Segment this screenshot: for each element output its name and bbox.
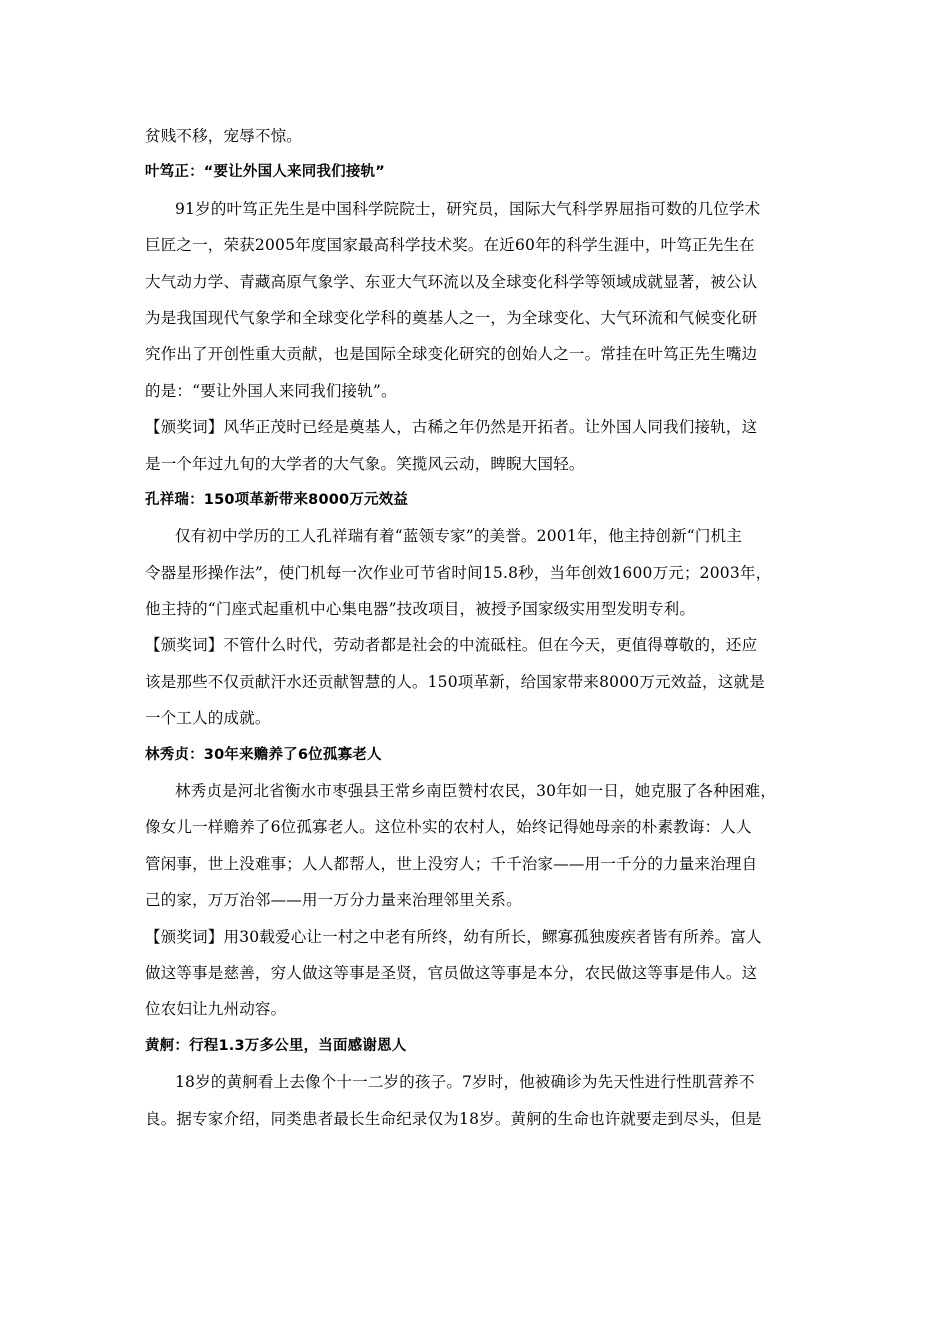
body-line: 己的家，万万治邻——用一万分力量来治理邻里关系。 [145,891,522,910]
body-line: 大气动力学、青藏高原气象学、东亚大气环流以及全球变化科学等领域成就显著，被公认 [145,272,758,291]
body-line: 仅有初中学历的工人孔祥瑞有着“蓝领专家”的美誉。2001年，他主持创新“门机主 [175,527,743,546]
body-line: 管闲事，世上没难事；人人都帮人，世上没穷人；千千治家——用一千分的力量来治理自 [145,854,758,873]
award-line: 【颁奖词】不管什么时代，劳动者都是社会的中流砥柱。但在今天，更值得尊敬的，还应 [145,636,758,655]
body-line: 林秀贞是河北省衡水市枣强县王常乡南臣赞村农民，30年如一日，她克服了各种困难， [175,782,777,801]
document-page [145,118,810,1137]
award-line: 该是那些不仅贡献汗水还贡献智慧的人。150项革新，给国家带来8000万元效益，这就是 [145,672,765,691]
body-line: 18岁的黄舸看上去像个十一二岁的孩子。7岁时，他被确诊为先天性进行性肌营养不 [175,1073,755,1092]
opening-line: 贫贱不移，宠辱不惊。 [145,127,303,145]
award-line: 位农妇让九州动容。 [145,1000,287,1019]
body-line: 令器星形操作法”，使门机每一次作业可节省时间15.8秒，当年创效1600万元；2003年， [145,563,772,582]
section-heading: 叶笃正：“要让外国人来同我们接轨” [145,164,385,181]
body-line: 为是我国现代气象学和全球变化学科的奠基人之一，为全球变化、大气环流和气候变化研 [145,308,758,327]
award-line: 【颁奖词】用30载爱心让一村之中老有所终，幼有所长，鳏寡孤独废疾者皆有所养。富人 [145,927,762,946]
award-line: 做这等事是慈善，穷人做这等事是圣贤，官员做这等事是本分，农民做这等事是伟人。这 [145,963,758,982]
body-line: 像女儿一样赡养了6位孤寡老人。这位朴实的农村人，始终记得她母亲的朴素教诲：人人 [145,818,752,837]
section-heading: 林秀贞：30年来赡养了6位孤寡老人 [145,746,382,763]
body-line: 91岁的叶笃正先生是中国科学院院士，研究员，国际大气科学界屈指可数的几位学术 [175,199,761,218]
award-line: 【颁奖词】风华正茂时已经是奠基人，古稀之年仍然是开拓者。让外国人同我们接轨，这 [145,418,758,437]
section-heading: 孔祥瑞：150项革新带来8000万元效益 [145,491,409,508]
body-line: 良。据专家介绍，同类患者最长生命纪录仅为18岁。黄舸的生命也许就要走到尽头，但是 [145,1109,762,1128]
body-line: 他主持的“门座式起重机中心集电器”技改项目，被授予国家级实用型发明专利。 [145,600,696,619]
award-line: 一个工人的成就。 [145,709,271,728]
body-line: 究作出了开创性重大贡献，也是国际全球变化研究的创始人之一。常挂在叶笃正先生嘴边 [145,345,758,364]
section-heading: 黄舸：行程1.3万多公里，当面感谢恩人 [145,1037,407,1054]
body-line: 的是：“要让外国人来同我们接轨”。 [145,381,397,400]
body-line: 巨匠之一，荣获2005年度国家最高科学技术奖。在近60年的科学生涯中，叶笃正先生在 [145,236,755,255]
award-line: 是一个年过九旬的大学者的大气象。笑揽风云动，睥睨大国轻。 [145,454,585,473]
